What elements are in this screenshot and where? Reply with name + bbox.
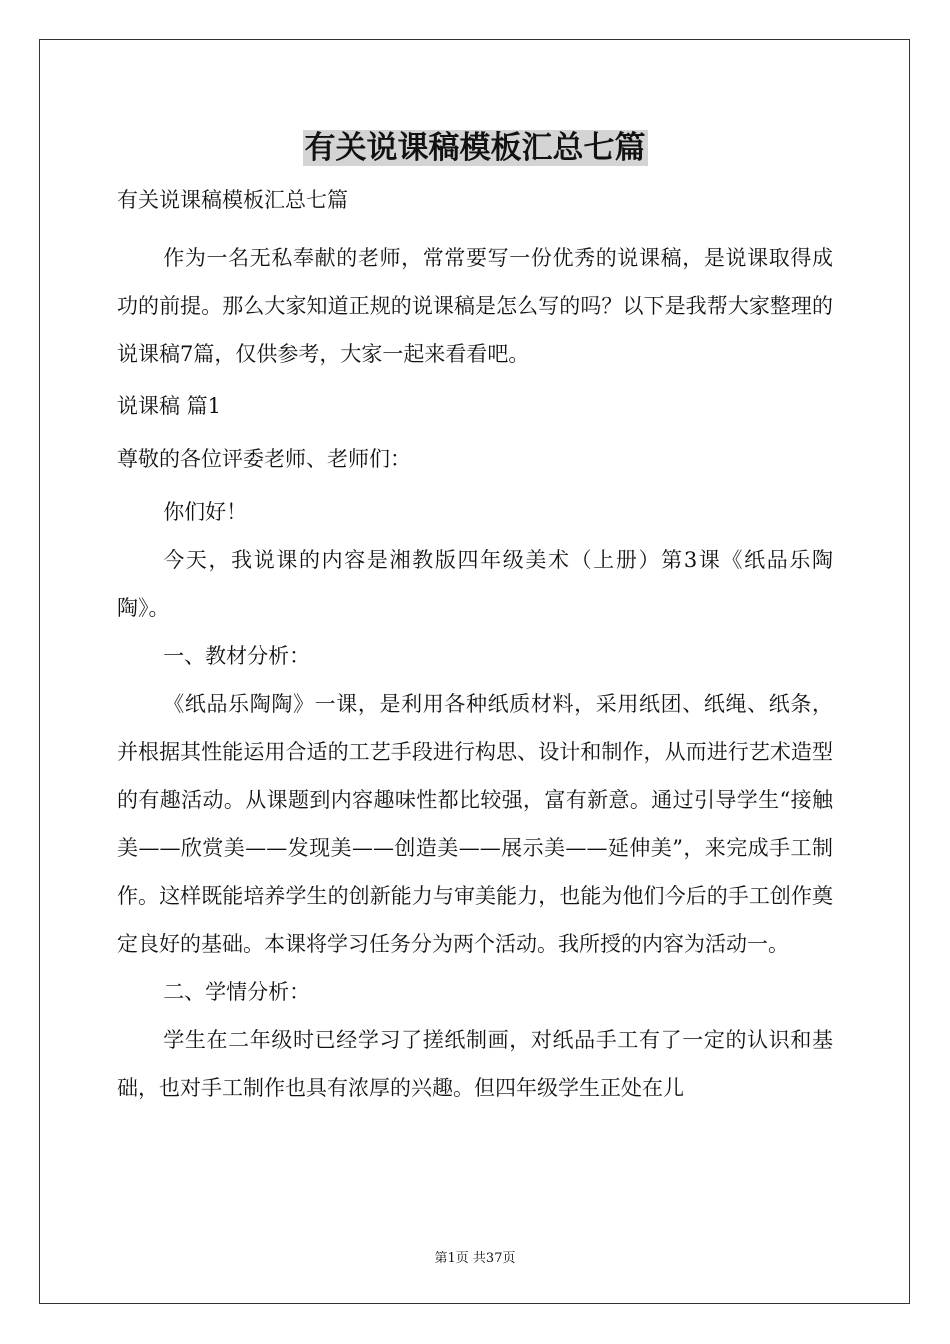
greeting-line: 尊敬的各位评委老师、老师们： <box>117 447 411 471</box>
textbook-analysis-heading: 一、教材分析： <box>163 644 311 668</box>
hello-line: 你们好！ <box>163 500 248 524</box>
intro-paragraph: 作为一名无私奉献的老师，常常要写一份优秀的说课稿，是说课取得成功的前提。那么大家知道正规的说课稿是怎么写的吗？以下是我帮大家整理的说课稿7篇，仅供参考，大家一起来看看吧。 <box>117 246 833 366</box>
document-subtitle: 有关说课稿模板汇总七篇 <box>117 188 348 212</box>
document-body <box>117 178 833 1112</box>
document-title <box>0 126 950 170</box>
student-analysis-paragraph: 学生在二年级时已经学习了搓纸制画，对纸品手工有了一定的认识和基础，也对手工制作也具有浓厚的兴趣。但四年级学生正处在儿 <box>117 1028 833 1100</box>
lesson-intro-paragraph: 今天，我说课的内容是湘教版四年级美术（上册）第3课《纸品乐陶陶》。 <box>117 548 833 620</box>
student-analysis-heading: 二、学情分析： <box>163 980 311 1004</box>
document-title-text: 有关说课稿模板汇总七篇 <box>304 130 646 166</box>
page-number-footer: 第1页 共37页 <box>434 1251 516 1266</box>
section-heading-1: 说课稿 篇1 <box>117 394 222 418</box>
textbook-analysis-paragraph: 《纸品乐陶陶》一课，是利用各种纸质材料，采用纸团、纸绳、纸条，并根据其性能运用合适的工艺手段进行构思、设计和制作，从而进行艺术造型的有趣活动。从课题到内容趣味性都比较强，富有新意。通过引导学生“接触美——欣赏美——发现美——创造美——展示美——延伸美”，来完成手工制作。这样既能培养学生的创新能力与审美能力，也能为他们今后的手工创作奠定良好的基础。本课将学习任务分为两个活动。我所授的内容为活动一。 <box>117 692 833 956</box>
